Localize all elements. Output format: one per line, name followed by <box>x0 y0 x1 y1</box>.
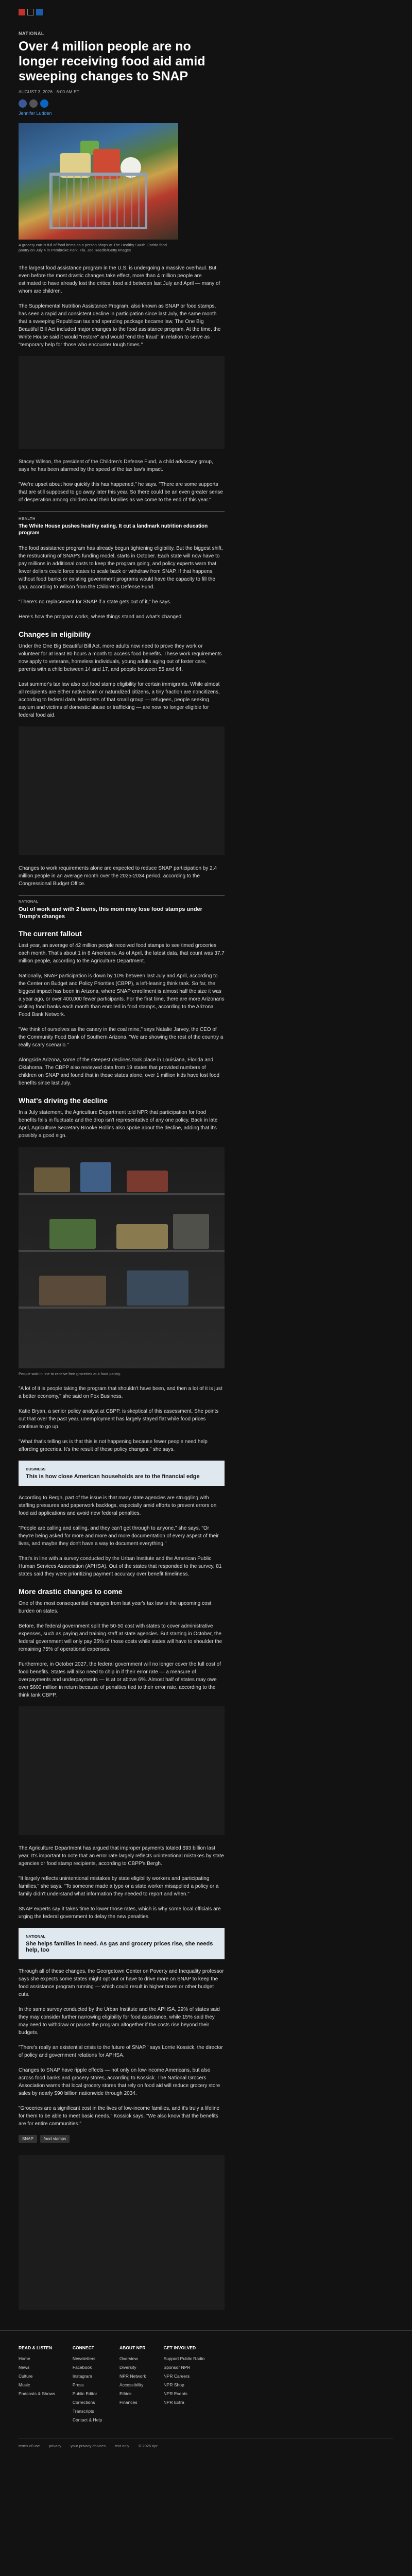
section-heading: Changes in eligibility <box>19 630 91 638</box>
footer-bottom-link[interactable]: text only <box>114 2444 129 2448</box>
paragraph: "A lot of it is people taking the program that shouldn't have been, and then a lot of it is just a better economy," she said on Fox Business. <box>19 1386 222 1399</box>
callout-title[interactable]: She helps families in need. As gas and grocery prices rise, she needs help, too <box>26 1941 213 1953</box>
image-shelf <box>19 1307 225 1309</box>
footer-column <box>73 2345 102 2425</box>
image-box <box>34 1167 70 1192</box>
logo-block-n <box>19 9 25 15</box>
paragraph: Under the One Big Beautiful Bill Act, more adults now need to prove they work or volunteer for at least 80 hours a month to access food benefits. These work requirements now apply to veterans, homeless individuals, young adults aging out of foster care, parents with a child between 14 and 17, and people between 55 and 64. <box>19 643 222 672</box>
paragraph: "People are calling and calling, and they can't get through to anyone," she says. "Or they're being asked for more and more and more documentation of every aspect of their lives, and maybe they don't have a way to document everything." <box>19 1526 219 1547</box>
paragraph: "What that's telling us is that this is not happening because fewer people need help affording groceries. It's the result of these policy changes," she says. <box>19 1439 208 1452</box>
footer-column <box>119 2345 146 2425</box>
footer-link[interactable]: Music <box>19 2382 30 2387</box>
article-title: Over 4 million people are no longer receiving food aid amid sweeping changes to SNAP <box>19 39 205 83</box>
paragraph: Stacey Wilson, the president of the Children's Defense Fund, a child advocacy group, says he has been alarmed by the speed of the tax law's impact. <box>19 459 213 472</box>
callout-title[interactable]: This is how close American households are to the financial edge <box>26 1473 200 1480</box>
footer-link[interactable]: Overview <box>119 2356 138 2361</box>
hero-image <box>19 123 178 240</box>
paragraph: Last year, an average of 42 million people received food stamps to see timed groceries each month. That's about 1 in 8 Americans. As of April, the latest data, that count was 37.7 million people, according to the Agriculture Department. <box>19 943 225 964</box>
footer-heading: ABOUT NPR <box>119 2345 146 2350</box>
paragraph: That's in line with a survey conducted by the Urban Institute and the American Public Human Services Association (APHSA). Out of the states that responded to the survey, 81 states said they were prioritizing payment accuracy over benefit timeliness. <box>19 1556 222 1577</box>
footer-link[interactable]: Podcasts & Shows <box>19 2391 55 2396</box>
related-kicker: HEALTH <box>19 516 36 521</box>
paragraph: Here's how the program works, where things stand and what's changed. <box>19 614 183 620</box>
paragraph: The food assistance program has already begun tightening eligibility. But the biggest shift, the restructuring of SNAP's funding model, starts in October. Each state will now have to pay millions in additional costs to keep the program going, and policy experts warn that fewer dollars could force states to scale back or withdraw from SNAP. If that happens, without food banks or existing government programs would have the capacity to fill the gap, according to Wilson from the Children's Defense Fund. <box>19 546 223 590</box>
image-box <box>127 1270 188 1306</box>
section-heading: The current fallout <box>19 929 82 938</box>
paragraph: "There's no replacement for SNAP if a state gets out of it," he says. <box>19 599 171 605</box>
footer-heading: READ & LISTEN <box>19 2345 53 2350</box>
paragraph: The Agriculture Department has argued that improper payments totaled $93 billion last year. It's important to note that an error rate largely reflects unintentional mistakes by state agencies or food stamp recipients, according to CBPP's Bergh. <box>19 1845 224 1867</box>
paragraph: Katie Bryan, a senior policy analyst at CBPP, is skeptical of this assessment. She points out that over the past year, unemployment has largely stayed flat while food prices continue to go up. <box>19 1409 219 1430</box>
ad-slot[interactable] <box>19 1706 225 1835</box>
tag-list <box>19 2135 225 2143</box>
logo-block-p <box>27 9 34 15</box>
footer-columns <box>19 2345 393 2425</box>
footer-link[interactable]: NPR Careers <box>163 2374 190 2379</box>
footer-link[interactable]: Finances <box>119 2400 138 2405</box>
footer-link[interactable]: Accessibility <box>119 2382 144 2387</box>
paragraph: "We think of ourselves as the canary in the coal mine," says Natalie Jarvey, the CEO of the Community Food Bank of Southern Arizona. "We are showing the rest of the country a really scary scenario." <box>19 1027 224 1048</box>
footer-link[interactable]: Press <box>72 2382 84 2387</box>
image-box <box>127 1171 168 1192</box>
footer-link[interactable]: Contact & Help <box>72 2417 102 2422</box>
byline[interactable]: Jennifer Ludden <box>19 111 52 116</box>
paragraph: In the same survey conducted by the Urban Institute and the APHSA, 29% of states said they may consider further narrowing eligibility for food assistance, while 15% said they may need to withdraw or pause the program altogether if the costs rise beyond their budgets. <box>19 2007 220 2036</box>
footer-link[interactable]: Transcripts <box>72 2409 94 2414</box>
paragraph: "Groceries are a significant cost in the lives of low-income families, and it's truly a lifeline for them to be able to meet basic needs," Kossick says. "We also know that the benefits are for entire communities." <box>19 2106 220 2127</box>
paragraph: Furthermore, in October 2027, the federal government will no longer cover the full cost of food benefits. States will also need to chip in if their error rate — a measure of overpayments and underpayments — is at or above 6%. Almost half of states may owe over $600 million in return because of penalties tied to their error rate, according to the think tank CBPP. <box>19 1662 221 1698</box>
article-container <box>0 31 412 2310</box>
image-box <box>116 1224 168 1249</box>
footer-heading: GET INVOLVED <box>163 2345 196 2350</box>
hero-caption-text: A grocery cart is full of food items as a person shops at The Healthy South Florida food pantry on July 4 in Pembroke Park, Fla. <box>19 243 167 252</box>
footer-link[interactable]: NPR Events <box>163 2391 187 2396</box>
paragraph: SNAP experts say it takes time to lower those rates, which is why some local officials are urging the federal government to delay the new penalties. <box>19 1906 221 1920</box>
top-bar <box>0 0 412 24</box>
article-date: AUGUST 3, 2026 · 6:00 AM ET <box>19 89 79 94</box>
paragraph: The Supplemental Nutrition Assistance Program, also known as SNAP or food stamps, has seen a rapid and consistent decline in participation since last July, the same month that a sweeping Republican tax and spending package became law. The One Big Beautiful Bill Act included major changes to the food assistance program. At the time, the White House said it would "restore" and would "end the fraud" in relation to serve as "temporary help for those who encounter tough times." <box>19 303 221 348</box>
paragraph: "We're upset about how quickly this has happened," he says. "There are some supports that are still supposed to go away later this year. So there could be an even greater sense of desperation among children and their families as we come to the end of this year." <box>19 482 223 503</box>
paragraph: "It largely reflects unintentional mistakes by state eligibility workers and participating families," she says. "To someone made a typo or a state worker misapplied a policy or a family didn't understand what information they needed to report and when." <box>19 1876 219 1897</box>
paragraph: According to Bergh, part of the issue is that many state agencies are struggling with staffing pressures and paperwork backlogs, especially amid efforts to prevent errors on food aid applications and avoid new federal penalties. <box>19 1495 217 1516</box>
footer-link[interactable]: Support Public Radio <box>163 2356 205 2361</box>
share-bar <box>19 99 393 108</box>
image-box <box>39 1276 106 1306</box>
site-footer <box>0 2330 412 2456</box>
ad-slot[interactable] <box>19 356 225 449</box>
image-shelf <box>19 1250 225 1252</box>
footer-link[interactable]: NPR Extra <box>163 2400 184 2405</box>
footer-column <box>164 2345 205 2425</box>
hero-credit: Joe Raedle/Getty Images <box>87 248 131 252</box>
related-title[interactable]: The White House pushes healthy eating. It cut a landmark nutrition education program <box>19 523 208 536</box>
related-story-callout[interactable] <box>19 1928 225 1959</box>
hero-cart <box>49 173 147 229</box>
paragraph: Alongside Arizona, some of the steepest declines took place in Louisiana, Florida and Oklahoma. The CBPP also reviewed data from 19 states that provided numbers of children on SNAP and found that in those states alone, over 1 million kids have lost food benefits since last July. <box>19 1057 220 1086</box>
related-story[interactable] <box>19 895 225 920</box>
paragraph: Nationally, SNAP participation is down by 10% between last July and April, according to the Center on Budget and Policy Priorities (CBPP), a left-leaning think tank. So far, the biggest impact has been in Arizona, where SNAP enrollment is almost half the size it was a year ago, or over 400,000 fewer participants. For the first time, there are more Arizonans visiting food banks each month than enrolled in food stamps, according to the Arizona Food Bank Network. <box>19 973 225 1018</box>
footer-link[interactable]: Diversity <box>119 2365 136 2370</box>
section-heading: More drastic changes to come <box>19 1587 123 1596</box>
image-box <box>80 1162 111 1192</box>
footer-column <box>19 2345 55 2425</box>
image-box <box>49 1219 96 1249</box>
npr-logo[interactable] <box>19 9 43 15</box>
footer-link[interactable]: Corrections <box>72 2400 95 2405</box>
footer-bottom-link[interactable]: privacy <box>49 2444 62 2448</box>
logo-block-r <box>36 9 43 15</box>
section-kicker[interactable]: NATIONAL <box>19 31 44 36</box>
footer-bottom-link[interactable]: your privacy choices <box>71 2444 106 2448</box>
footer-link[interactable]: News <box>19 2365 30 2370</box>
paragraph: The largest food assistance program in the U.S. is undergoing a massive overhaul. But even before the most drastic changes take effect, more than 4 million people are estimated to have already lost the critical food aid between last July and April — many of whom are children. <box>19 265 220 294</box>
footer-link[interactable]: Culture <box>19 2374 33 2379</box>
paragraph: Through all of these changes, the Georgetown Center on Poverty and Inequality professor says she expects some states might opt out or have to drive more on SNAP to keep the food assistance program running — which could result in higher taxes or other budget cuts. <box>19 1969 224 1997</box>
paragraph: In a July statement, the Agriculture Department told NPR that participation for food benefits falls in fluctuate and the drop isn't representative of any one policy. Back in late April, Agriculture Secretary Brooke Rollins also spoke about the decline, adding that it's possibly a good sign. <box>19 1110 218 1139</box>
image-caption: People wait in line to receive free groceries at a food pantry. <box>19 1371 121 1376</box>
footer-copyright: © 2026 npr <box>138 2444 158 2448</box>
footer-link[interactable]: Home <box>19 2356 30 2361</box>
related-title[interactable]: Out of work and with 2 teens, this mom may lose food stamps under Trump's changes <box>19 906 202 920</box>
x-icon[interactable] <box>29 99 38 108</box>
paragraph: "There's really an existential crisis to the future of SNAP," says Lorrie Kossick, the director of policy and government relations for APHSA. <box>19 2045 223 2058</box>
food-pantry-image <box>19 1147 225 1368</box>
image-shelf <box>19 1193 225 1195</box>
footer-link[interactable]: Instagram <box>72 2374 92 2379</box>
related-kicker: NATIONAL <box>19 899 39 904</box>
footer-bottom-links <box>19 2438 393 2456</box>
linkedin-icon[interactable] <box>40 99 48 108</box>
footer-link[interactable]: Public Editor <box>72 2391 97 2396</box>
callout-kicker: NATIONAL <box>26 1934 46 1939</box>
ad-slot[interactable] <box>19 726 225 855</box>
paragraph: Changes to work requirements alone are expected to reduce SNAP participation by 2.4 million people in an average month over the 2025-2034 period, according to the Congressional Budget Office. <box>19 866 217 887</box>
article-body <box>19 264 225 2310</box>
related-story[interactable] <box>19 511 225 536</box>
footer-heading: CONNECT <box>72 2345 94 2350</box>
callout-kicker: BUSINESS <box>26 1467 46 1471</box>
footer-link[interactable]: Sponsor NPR <box>163 2365 191 2370</box>
paragraph: Before, the federal government split the 50-50 cost with states to cover administrative expenses, such as paying and training staff at state agencies. But starting in October, the federal government will only pay 25% of those costs while states will have to shoulder the remaining 75% of operational expenses. <box>19 1623 222 1652</box>
hero-caption <box>19 243 178 253</box>
section-heading: What's driving the decline <box>19 1096 108 1105</box>
tag[interactable]: food stamps <box>40 2135 70 2143</box>
footer-link[interactable]: Facebook <box>72 2365 92 2370</box>
facebook-icon[interactable] <box>19 99 27 108</box>
paragraph: Changes to SNAP have ripple effects — not only on low-income Americans, but also across food banks and grocery stores, according to Kossick. The National Grocers Association warns that local grocery stores that rely on food aid will reduce grocery store sales by nearly $90 billion nationwide through 2034. <box>19 2067 220 2096</box>
footer-link[interactable]: NPR Network <box>119 2374 146 2379</box>
related-story-callout[interactable] <box>19 1461 225 1486</box>
footer-link[interactable]: NPR Shop <box>163 2382 184 2387</box>
paragraph: Last summer's tax law also cut food stamp eligibility for certain immigrants. While almost all recipients are either native-born or naturalized citizens, a tiny fraction are noncitizens, according to federal data. Members of that small group — refugees, people seeking asylum and victims of domestic abuse or trafficking — are now no longer eligible for federal food aid. <box>19 682 220 718</box>
image-box <box>173 1214 209 1249</box>
ad-slot[interactable] <box>19 2155 225 2310</box>
footer-link[interactable]: Newsletters <box>72 2356 96 2361</box>
footer-link[interactable]: Ethics <box>119 2391 132 2396</box>
tag[interactable]: SNAP <box>19 2135 37 2143</box>
footer-bottom-link[interactable]: terms of use <box>19 2444 40 2448</box>
paragraph: One of the most consequential changes from last year's tax law is the upcoming cost burden on states. <box>19 1601 212 1614</box>
